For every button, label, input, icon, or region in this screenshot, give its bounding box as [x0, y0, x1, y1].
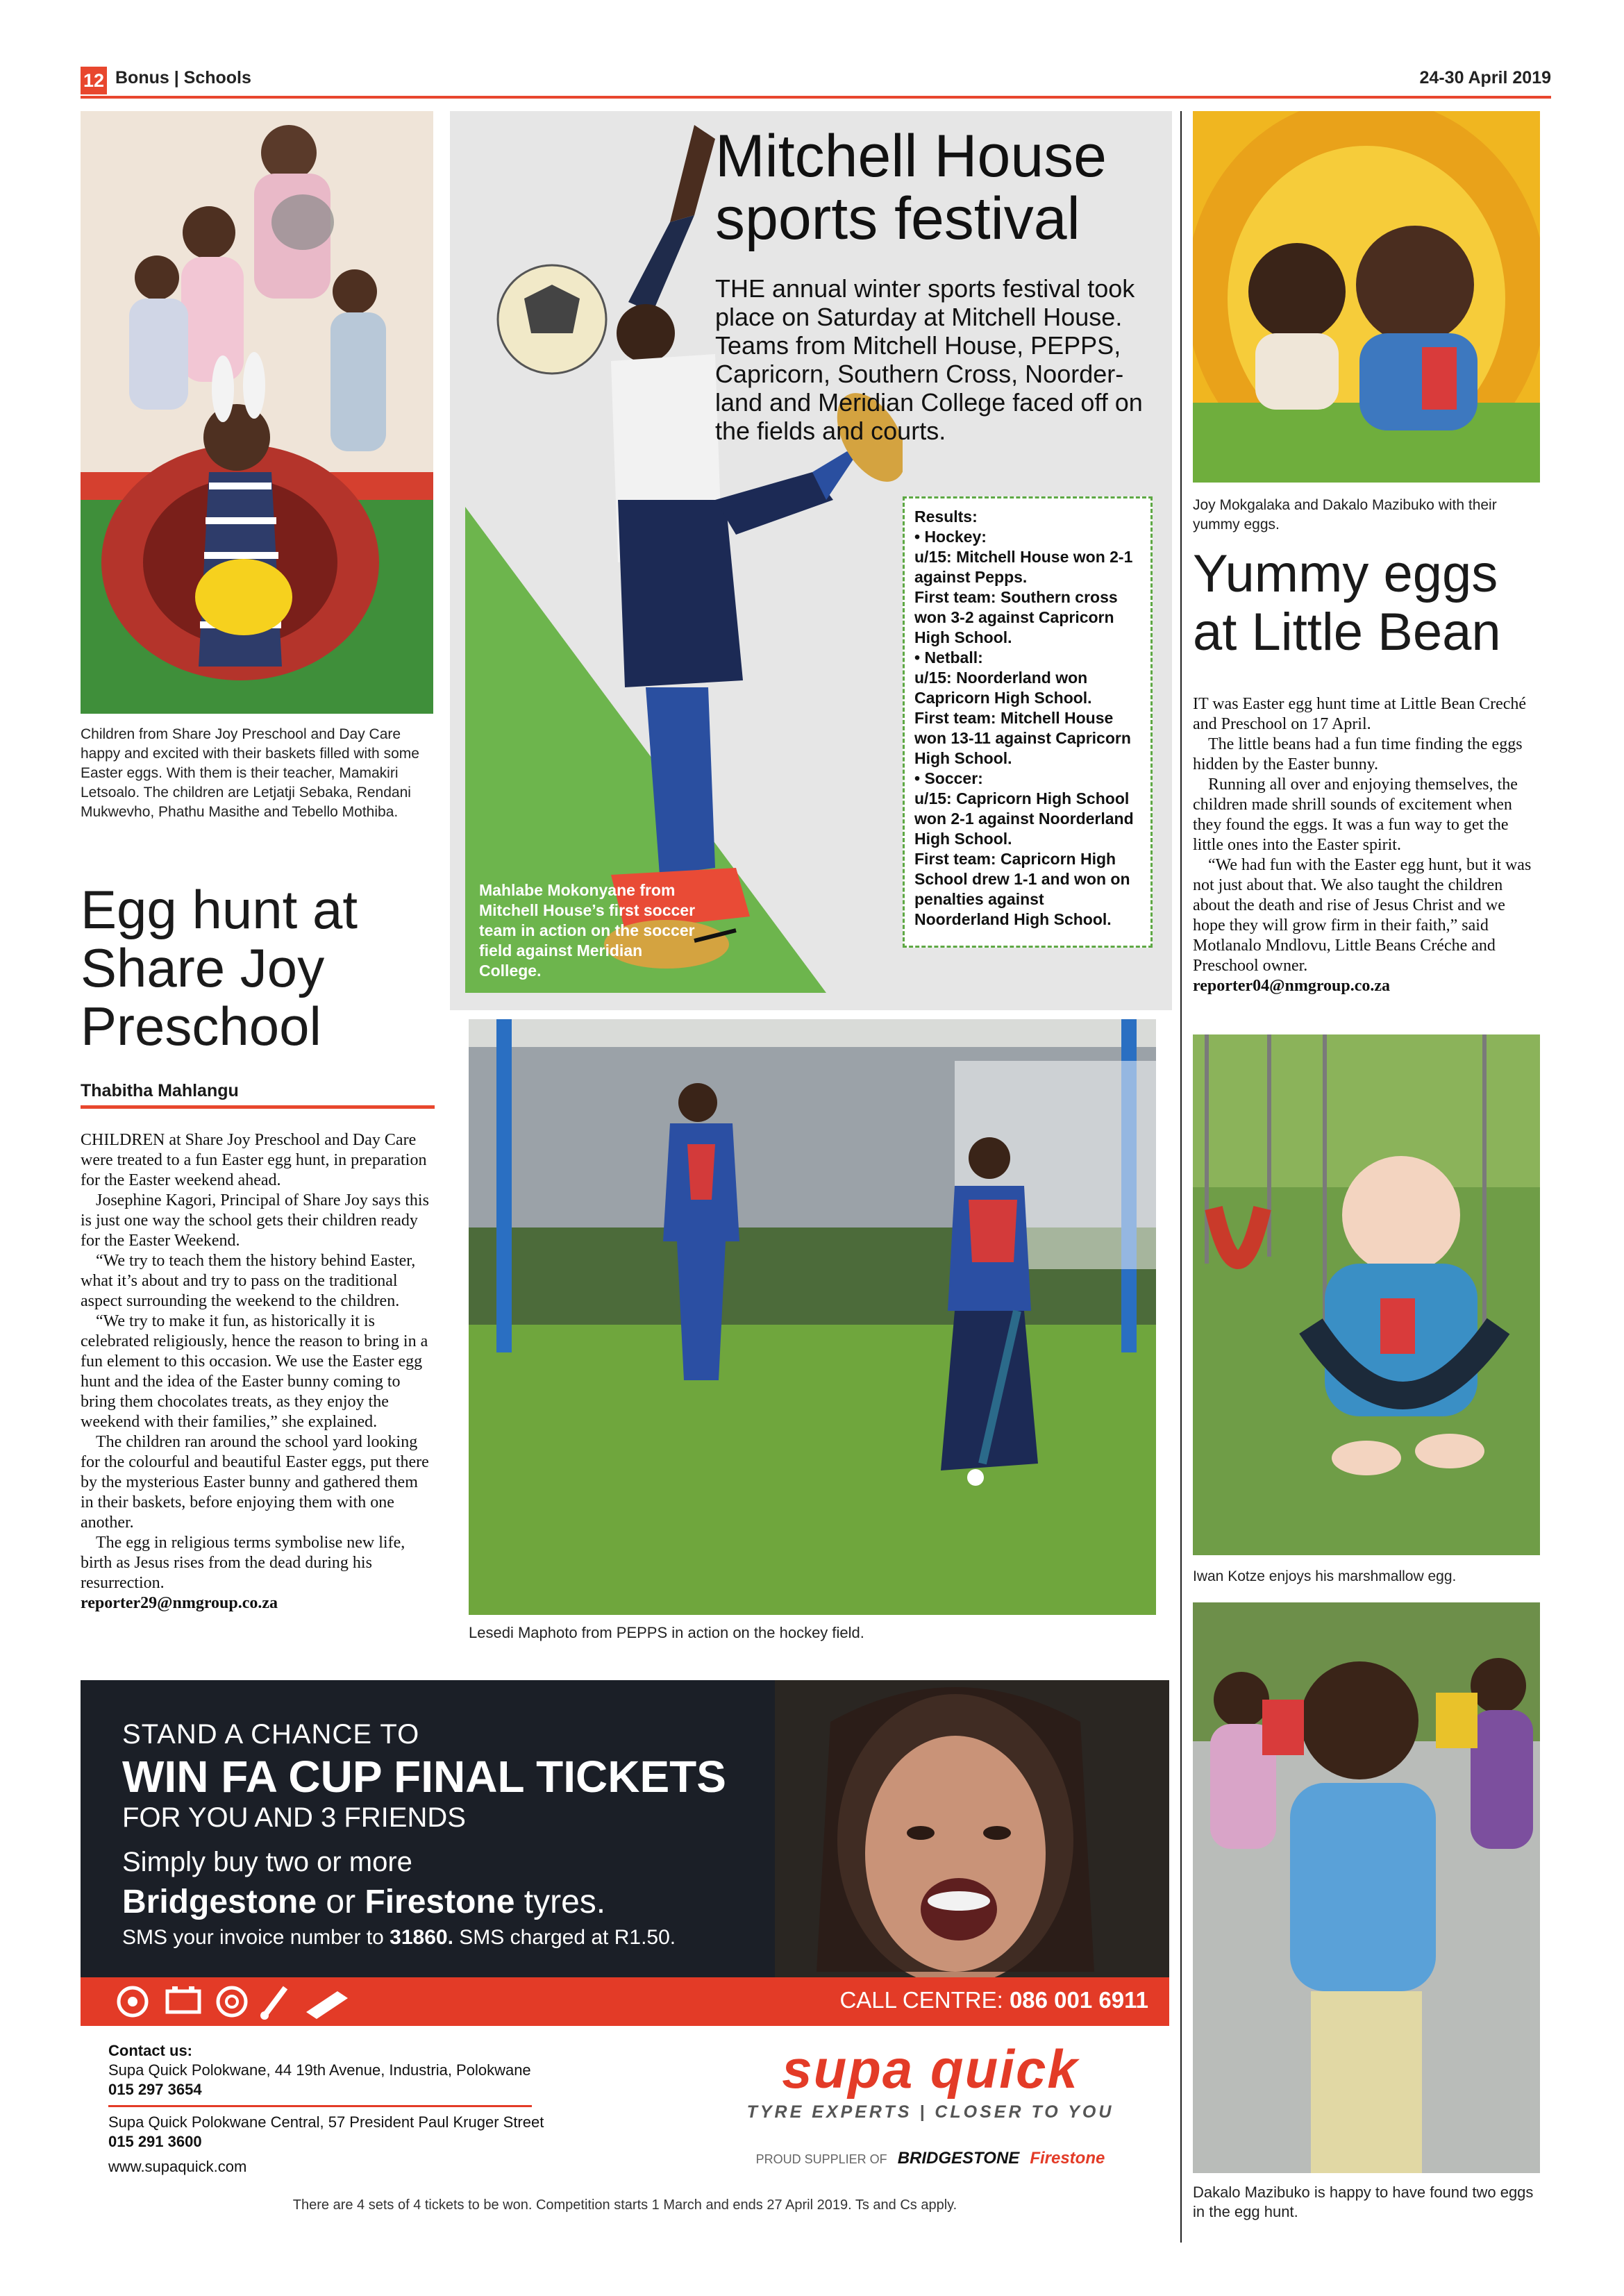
results-line: u/15: Mitchell House won 2-1 against Pepps.	[914, 548, 1137, 586]
left-article-body	[81, 1130, 435, 1614]
contact-divider	[108, 2105, 532, 2107]
right-paragraph: Running all over and enjoying themselves, the children made shrill sounds of excitement when they found the eggs. It was a fun way to get the little ones into the Easter spirit.	[1193, 776, 1518, 854]
soccer-photo-caption: Mahlabe Mokonyane from Mitchell House’s first soccer team in action on the soccer field against Meridian College.	[479, 881, 696, 980]
left-byline: Thabitha Mahlangu	[81, 1081, 239, 1100]
section-label: Bonus | Schools	[115, 68, 251, 87]
two-eggs-photo-caption: Dakalo Mazibuko is happy to have found two eggs in the egg hunt.	[1193, 2184, 1534, 2220]
left-paragraph: CHILDREN at Share Joy Preschool and Day Care were treated to a fun Easter egg hunt, in preparation for the Easter weekend ahead.	[81, 1131, 427, 1189]
header-rule	[81, 96, 1551, 99]
left-paragraph: The egg in religious terms symbolise new life, birth as Jesus rises from the dead during his resurrection.	[81, 1534, 405, 1592]
page-number: 12	[81, 67, 107, 94]
shock-absorber-icon	[260, 1988, 285, 2020]
feature-headline: Mitchell House sports festival	[715, 123, 1107, 252]
swing-baby-photo	[1193, 1034, 1540, 1555]
contact2-address: Supa Quick Polokwane Central, 57 President Paul Kruger Street	[108, 2113, 544, 2131]
ad-line6	[122, 1926, 676, 1950]
ad-line4: Simply buy two or more	[122, 1847, 412, 1877]
left-paragraph: “We try to make it fun, as historically it is celebrated religiously, hence the reason to bring in a fun element to this occasion. We use the Easter egg hunt and the idea of the Easter bunny coming to bring them chocolates treats, as they enjoy the weekend with their families,” she explained.	[81, 1312, 428, 1431]
ad-brand-firestone: Firestone	[365, 1884, 515, 1920]
results-line: • Netball:	[914, 648, 983, 667]
results-line: First team: Southern cross won 3-2 against Capricorn High School.	[914, 588, 1123, 646]
tunnel-photo-caption: Joy Mokgalaka and Dakalo Mazibuko with their yummy eggs.	[1193, 497, 1497, 533]
right-paragraph: IT was Easter egg hunt time at Little Bean Creché and Preschool on 17 April.	[1193, 695, 1527, 733]
supa-quick-logo: supa quick	[782, 2038, 1079, 2100]
results-line: • Hockey:	[914, 528, 987, 546]
contact2-phone[interactable]: 015 291 3600	[108, 2133, 202, 2150]
left-headline: Egg hunt at Share Joy Preschool	[81, 879, 358, 1057]
right-paragraph: The little beans had a fun time finding the eggs hidden by the Easter bunny.	[1193, 735, 1523, 773]
call-centre-number[interactable]: 086 001 6911	[1009, 1987, 1148, 2013]
results-line: • Soccer:	[914, 769, 983, 787]
results-line: Results:	[914, 508, 978, 526]
ad-line5	[122, 1883, 605, 1921]
hockey-photo	[469, 1019, 1156, 1615]
ad-line5-or: or	[317, 1884, 365, 1920]
proud-supplier	[729, 2149, 1132, 2168]
ad-line3: FOR YOU AND 3 FRIENDS	[122, 1802, 466, 1833]
ad-brand-bridgestone: Bridgestone	[122, 1884, 317, 1920]
right-paragraph: “We had fun with the Easter egg hunt, but it was not just about that. We also taught the children about the death and rise of Jesus Christ and we hope they will grow firm in their faith,” said Motlanalo Mndlovu, Little Beans Créche and Preschool owner.	[1193, 856, 1532, 975]
hockey-photo-caption: Lesedi Maphoto from PEPPS in action on the hockey field.	[469, 1624, 864, 1641]
ad-line2: WIN FA CUP FINAL TICKETS	[122, 1752, 726, 1802]
tunnel-kids-photo	[1193, 111, 1540, 483]
results-line: First team: Mitchell House won 13-11 against Capricorn High School.	[914, 709, 1136, 767]
contact-website[interactable]: www.supaquick.com	[108, 2158, 247, 2175]
battery-icon	[167, 1986, 199, 2012]
results-line: u/15: Noorderland won Capricorn High School.	[914, 669, 1092, 707]
bridgestone-logo: BRIDGESTONE	[897, 2149, 1020, 2168]
right-email[interactable]: reporter04@nmgroup.co.za	[1193, 977, 1391, 995]
right-headline: Yummy eggs at Little Bean	[1193, 544, 1501, 662]
swing-photo-caption: Iwan Kotze enjoys his marshmallow egg.	[1193, 1568, 1457, 1584]
column-rule	[1180, 111, 1182, 2243]
share-joy-photo	[81, 111, 433, 714]
results-line: First team: Capricorn High School drew 1-1 and won on penalties against Noorderland High School.	[914, 850, 1135, 928]
left-email[interactable]: reporter29@nmgroup.co.za	[81, 1594, 278, 1612]
feature-intro: THE annual winter sports festival took place on Saturday at Mitchell House. Teams from Mitchell House, PEPPS, Capricorn, Southern Cross, Noorder-land and Meridian College faced off on the fields and courts.	[715, 274, 1143, 445]
contact-title: Contact us:	[108, 2042, 192, 2059]
exhaust-icon	[306, 1991, 348, 2019]
call-centre-label: CALL CENTRE:	[839, 1987, 1010, 2013]
ad-sms-charge: SMS charged at R1.50.	[453, 1926, 676, 1949]
ad-line1: STAND A CHANCE TO	[122, 1719, 420, 1750]
left-paragraph: “We try to teach them the history behind Easter, what it’s about and try to pass on the traditional aspect surrounding the weekend to the children.	[81, 1252, 416, 1310]
share-joy-photo-caption: Children from Share Joy Preschool and Day Care happy and excited with their baskets filled with some Easter eggs. With them is their teacher, Mamakiri Letsoalo. The children are Letjatji Sebaka, Rendani Mukwevho, Phathu Masithe and Tebello Mothiba.	[81, 726, 419, 820]
brake-disc-icon	[218, 1988, 246, 2016]
tyre-icon	[119, 1988, 147, 2016]
supa-quick-tagline: TYRE EXPERTS | CLOSER TO YOU	[746, 2102, 1114, 2122]
ad-red-strip	[81, 1977, 1169, 2026]
call-centre	[839, 1987, 1148, 2013]
ad-contact-block	[108, 2041, 594, 2177]
two-eggs-boy-photo	[1193, 1602, 1540, 2173]
ad-disclaimer: There are 4 sets of 4 tickets to be won. Competition starts 1 March and ends 27 April 2019. Ts and Cs apply.	[292, 2197, 957, 2213]
left-paragraph: Josephine Kagori, Principal of Share Joy says this is just one way the school gets their children ready for the Easter Weekend.	[81, 1191, 429, 1250]
issue-date: 24-30 April 2019	[1419, 68, 1551, 87]
supplier-label: PROUD SUPPLIER OF	[755, 2152, 887, 2166]
contact1-address: Supa Quick Polokwane, 44 19th Avenue, Industria, Polokwane	[108, 2061, 531, 2079]
right-article-body	[1193, 694, 1540, 996]
ad-sms-text: SMS your invoice number to	[122, 1926, 390, 1949]
contact1-phone[interactable]: 015 297 3654	[108, 2081, 202, 2098]
results-box	[903, 496, 1153, 948]
ad-line5-tyres: tyres.	[514, 1884, 606, 1920]
byline-rule	[81, 1105, 435, 1109]
ad-sms-number: 31860.	[390, 1926, 453, 1949]
firestone-logo: Firestone	[1030, 2149, 1105, 2168]
left-paragraph: The children ran around the school yard looking for the colourful and beautiful Easter eggs, put there by the mysterious Easter bunny and gathered them in their baskets, before enjoying them with one another.	[81, 1433, 429, 1532]
results-line: u/15: Capricorn High School won 2-1 against Noorderland High School.	[914, 789, 1139, 848]
